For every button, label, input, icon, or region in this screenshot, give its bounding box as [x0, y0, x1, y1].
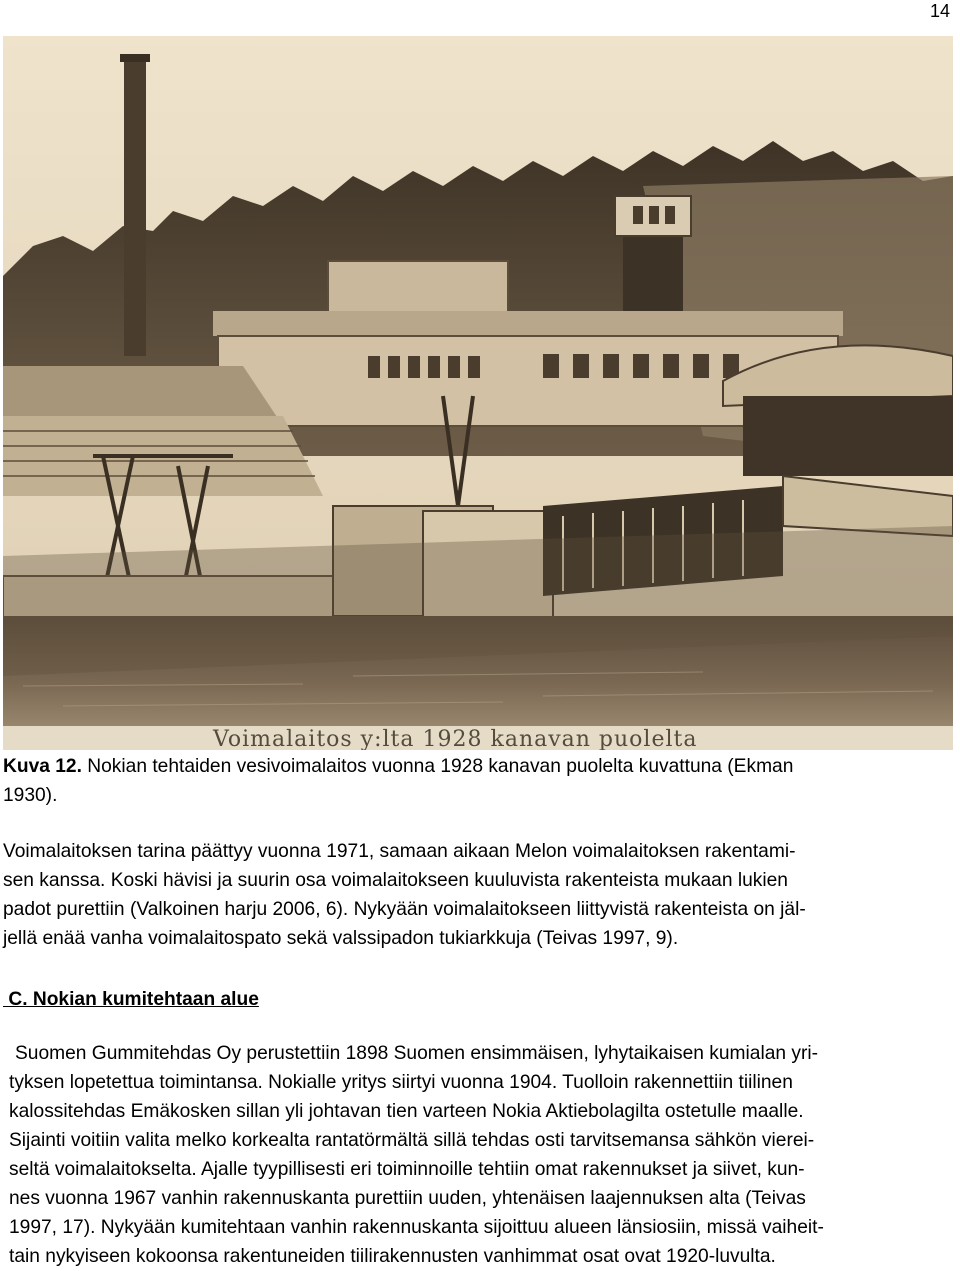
section-heading: C. Nokian kumitehtaan alue — [3, 989, 259, 1010]
figure-caption-label: Kuva 12. — [3, 756, 82, 777]
paragraph-line: tyksen lopetettua toimintansa. Nokialle yritys siirtyi vuonna 1904. Tuolloin rakennettiin tiilinen — [9, 1072, 793, 1093]
paragraph-line: sen kanssa. Koski hävisi ja suurin osa voimalaitokseen kuuluvista rakenteista mukaan lukien — [3, 870, 788, 891]
page-number: 14 — [929, 1, 950, 21]
paragraph-line: 1997, 17). Nykyään kumitehtaan vanhin rakennuskanta sijoittuu alueen länsiosiin, missä vaiheit- — [9, 1217, 824, 1238]
figure-caption-line: Nokian tehtaiden vesivoimalaitos vuonna 1928 kanavan puolelta kuvattuna (Ekman — [81, 756, 794, 777]
paragraph-line: Voimalaitoksen tarina päättyy vuonna 1971, samaan aikaan Melon voimalaitoksen rakentami- — [3, 841, 796, 862]
figure-caption — [3, 752, 953, 810]
paragraph-line: padot purettiin (Valkoinen harju 2006, 6). Nykyään voimalaitokseen liittyvistä rakenteista on jäl- — [3, 899, 806, 920]
paragraph-line: nes vuonna 1967 vanhin rakennuskanta purettiin uuden, yhtenäisen laajennuksen alta (Teivas — [9, 1188, 806, 1209]
photo-inset-caption: Voimalaitos y:lta 1928 kanavan puolelta — [213, 727, 698, 750]
paragraph-power-plant — [3, 837, 953, 953]
paragraph-rubber-factory — [3, 1039, 959, 1271]
paragraph-line: kalossitehdas Emäkosken sillan yli johtavan tien varteen Nokia Aktiebolagilta ostetulle maalle. — [9, 1101, 804, 1122]
paragraph-line: jellä enää vanha voimalaitospato sekä valssipadon tukiarkkuja (Teivas 1997, 9). — [3, 928, 679, 949]
paragraph-line: tain nykyiseen kokoonsa rakentuneiden tiilirakennusten vanhimmat osat ovat 1920-luvulta. — [9, 1246, 776, 1267]
historical-photo-power-plant — [3, 36, 953, 750]
figure-caption-line: 1930). — [3, 785, 58, 806]
power-plant-photo-illustration — [3, 36, 953, 750]
paragraph-line: Suomen Gummitehdas Oy perustettiin 1898 Suomen ensimmäisen, lyhytaikaisen kumialan yri- — [15, 1043, 819, 1064]
paragraph-line: seltä voimalaitokselta. Ajalle tyypillisesti eri toiminnoille tehtiin omat rakennukset ja siivet, kun- — [9, 1159, 805, 1180]
paragraph-line: Sijainti voitiin valita melko korkealta rantatörmältä sillä tehdas osti tarvitsemansa sähkön vierei- — [9, 1130, 815, 1151]
